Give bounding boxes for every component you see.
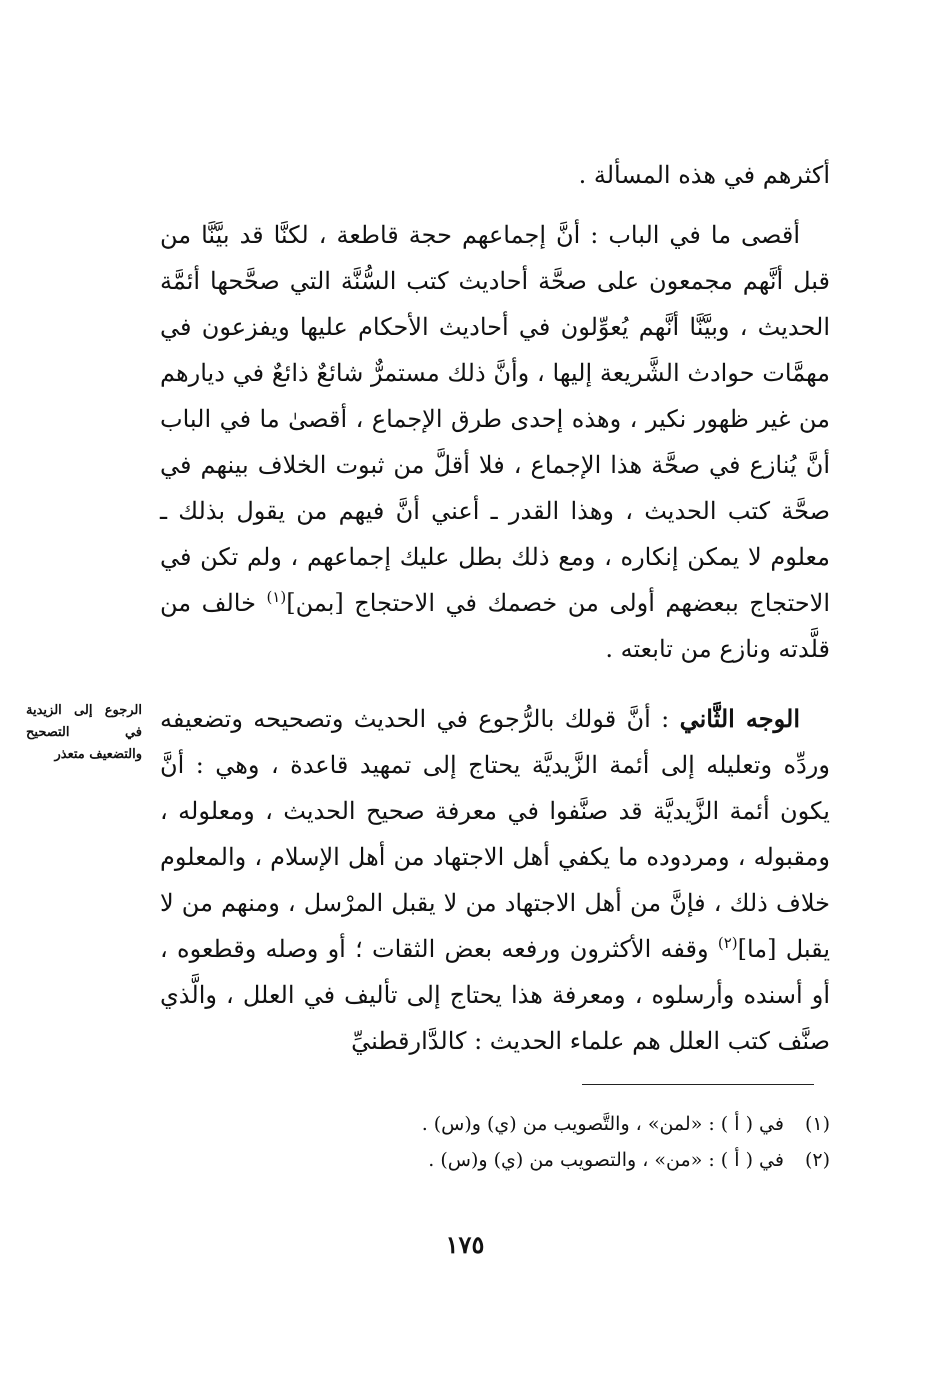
paragraph-continuation [160, 152, 830, 198]
paragraph-aqsa-text-1: أقصى ما في الباب : أنَّ إجماعهم حجة قاطعة ، لكنَّا قد بيَّنَّا من قبل أنَّهم مجمعون على صحَّة أحاديث كتب السُّنَّة التي صحَّحها أئمَّة الحديث ، وبيَّنَّا أنَّهم يُعوِّلون في أحاديث الأحكام عليها ويفزعون في مهمَّات حوادث الشَّريعة إليها ، وأنَّ ذلك مستمرٌّ شائعٌ ذائعٌ في ديارهم من غير ظهور نكير ، وهذه إحدى طرق الإجماع ، أقصىٰ ما في الباب أنَّ يُنازع في صحَّة هذا الإجماع ، فلا أقلَّ من ثبوت الخلاف بينهم في صحَّة كتب الحديث ، وهذا القدر ـ أعني أنَّ فيهم من يقول بذلك ـ معلوم لا يمكن إنكاره ، ومع ذلك بطل عليك إجماعهم ، ولم تكن في الاحتجاج ببعضهم أولى من خصمك في الاحتجاج [بمن] [160, 221, 831, 617]
paragraph-second-aspect [160, 696, 830, 1064]
footnote-ref-2[interactable]: (٢) [717, 934, 738, 952]
footnote-ref-1[interactable]: (١) [266, 588, 287, 606]
footnote-2-text: في ( أ ) : «من» ، والتصويب من (ي) و(س) . [428, 1149, 784, 1171]
margin-note: الرجوع إلى الزيدية في التصحيح والتضعيف متعذر [26, 703, 142, 762]
footnote-2-number: (٢) [804, 1149, 830, 1171]
footnote-divider [582, 1084, 814, 1085]
second-aspect-text-2: وقفه الأكثرون ورفعه بعض الثقات ؛ أو وصله وقطعوه ، أو أسنده وأرسلوه ، ومعرفة هذا يحتاج إلى تأليف في العلل ، والَّذي صنَّف كتب العلل هم علماء الحديث : كالدَّارقطنيِّ [160, 935, 830, 1055]
page-number: ١٧٥ [445, 1230, 485, 1259]
paragraph-continuation-text: أكثرهم في هذه المسألة . [578, 161, 830, 189]
paragraph-aqsa-text-2: خالف من قلَّدته ونازع من تابعته . [160, 589, 830, 663]
second-aspect-heading: الوجه الثَّاني [679, 704, 800, 733]
second-aspect-text-1: : أنَّ قولك بالرُّجوع في الحديث وتصحيحه وتضعيفه وردِّه وتعليله إلى أئمة الزَّيديَّة يحتاج إلى تمهيد قاعدة ، وهي : أنَّ يكون أئمة الزَّيديَّة قد صنَّفوا في معرفة صحيح الحديث ، ومعلوله ، ومقبوله ، ومردوده ما يكفي أهل الاجتهاد من أهل الإسلام ، والمعلوم خلاف ذلك ، فإنَّ من أهل الاجتهاد من لا يقبل المرْسل ، ومنهم من لا يقبل [ما] [160, 705, 830, 963]
footnote-1-text: في ( أ ) : «لمن» ، والتَّصويب من (ي) و(س) . [421, 1113, 784, 1135]
paragraph-aqsa [160, 212, 830, 672]
footnote-2 [160, 1142, 830, 1178]
footnote-1 [160, 1106, 830, 1142]
footnotes [160, 1106, 830, 1178]
footnote-1-number: (١) [804, 1113, 830, 1135]
